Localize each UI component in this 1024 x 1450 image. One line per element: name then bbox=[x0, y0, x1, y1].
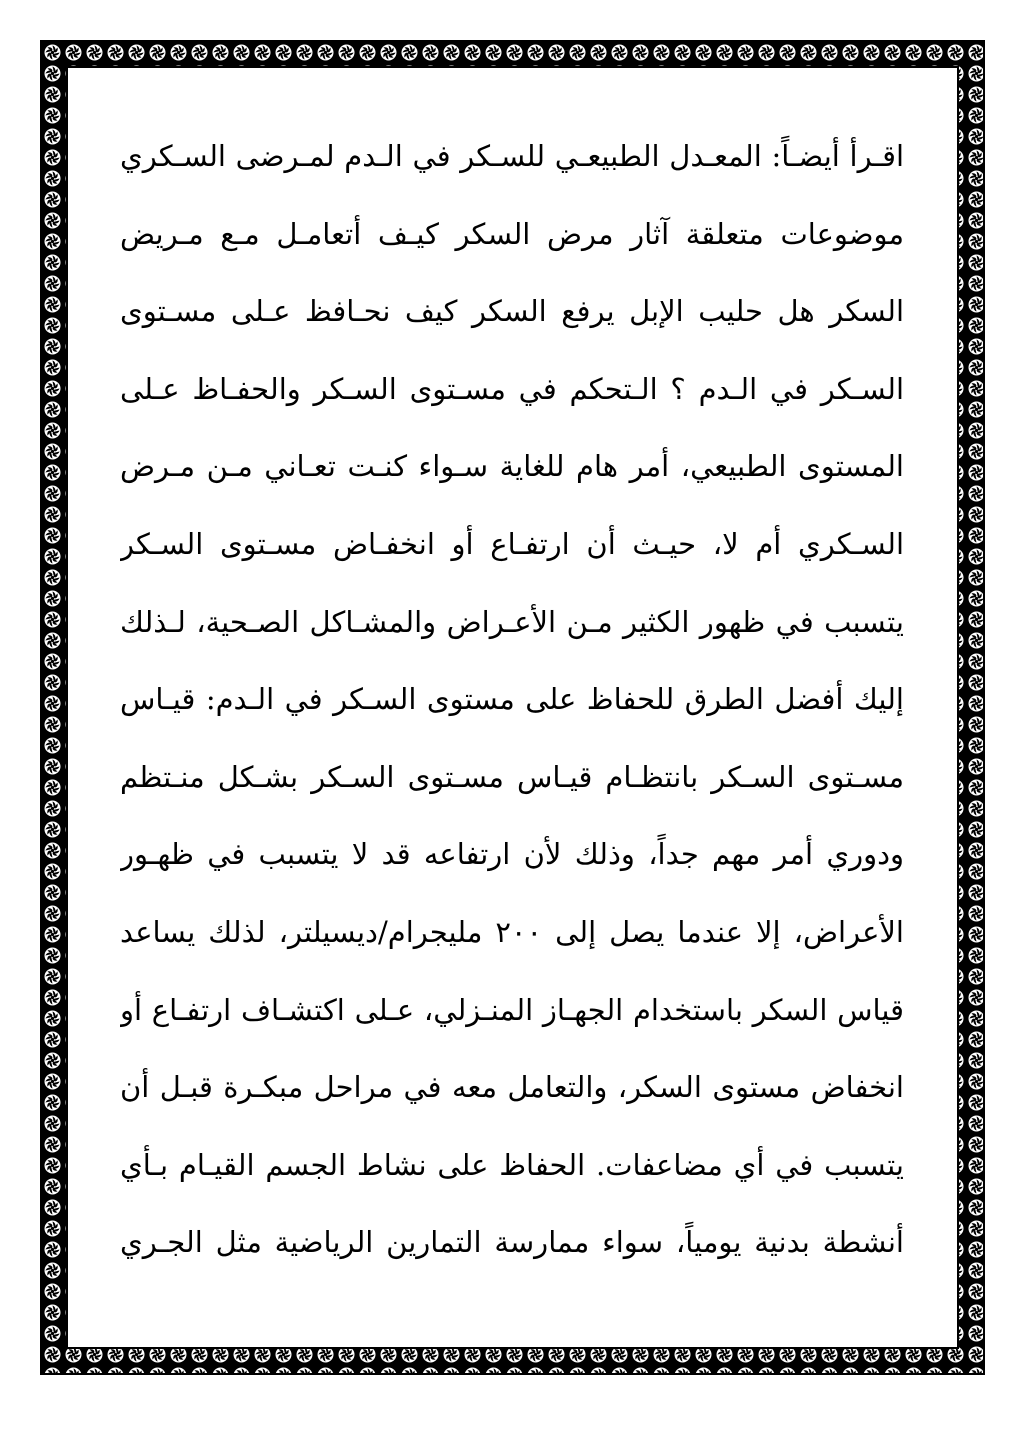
text-line: قياس السكر باستخدام الجهـاز المنـزلي، عـلى اكتشـاف ارتفـاع أو bbox=[120, 992, 904, 1027]
text-line: الأعراض، إلا عندما يصل إلى ٢٠٠ مليجرام/ديسيلتر، لذلك يساعد bbox=[120, 914, 904, 949]
article-text bbox=[120, 118, 904, 1282]
text-line: إليك أفضل الطرق للحفاظ على مستوى السـكر في الـدم: قيـاس bbox=[120, 682, 904, 717]
text-line: يتسبب في أي مضاعفات. الحفاظ على نشاط الجسم القيـام بـأي bbox=[120, 1147, 904, 1182]
text-line: مسـتوى السـكر بانتظـام قيـاس مسـتوى السـكر بشـكل منـتظم bbox=[120, 759, 904, 794]
text-line: المستوى الطبيعي، أمر هام للغاية سـواء كنـت تعـاني مـن مـرض bbox=[120, 449, 904, 484]
text-line: انخفاض مستوى السكر، والتعامل معه في مراحل مبكـرة قبـل أن bbox=[120, 1070, 904, 1105]
text-line: السـكر في الـدم ؟ الـتحكم في مسـتوى السـكر والحفـاظ عـلى bbox=[120, 371, 904, 406]
text-line: أنشطة بدنية يومياً، سواء ممارسة التمارين الرياضية مثل الجـري bbox=[120, 1225, 904, 1260]
text-line: موضوعات متعلقة آثار مرض السكر كيـف أتعامـل مـع مـريض bbox=[120, 216, 904, 251]
text-line: السـكري أم لا، حيـث أن ارتفـاع أو انخفـاض مسـتوى السـكر bbox=[120, 526, 904, 561]
text-line: اقـرأ أيضـاً: المعـدل الطبيعـي للسـكر في الـدم لمـرضى السـكري bbox=[120, 139, 904, 173]
text-line: ودوري أمر مهم جداً، وذلك لأن ارتفاعه قد لا يتسبب في ظهـور bbox=[120, 837, 904, 872]
text-line: يتسبب في ظهور الكثير مـن الأعـراض والمشـاكل الصـحية، لـذلك bbox=[120, 604, 904, 639]
text-line: السكر هل حليب الإبل يرفع السكر كيف نحـافظ عـلى مسـتوى bbox=[120, 294, 904, 329]
